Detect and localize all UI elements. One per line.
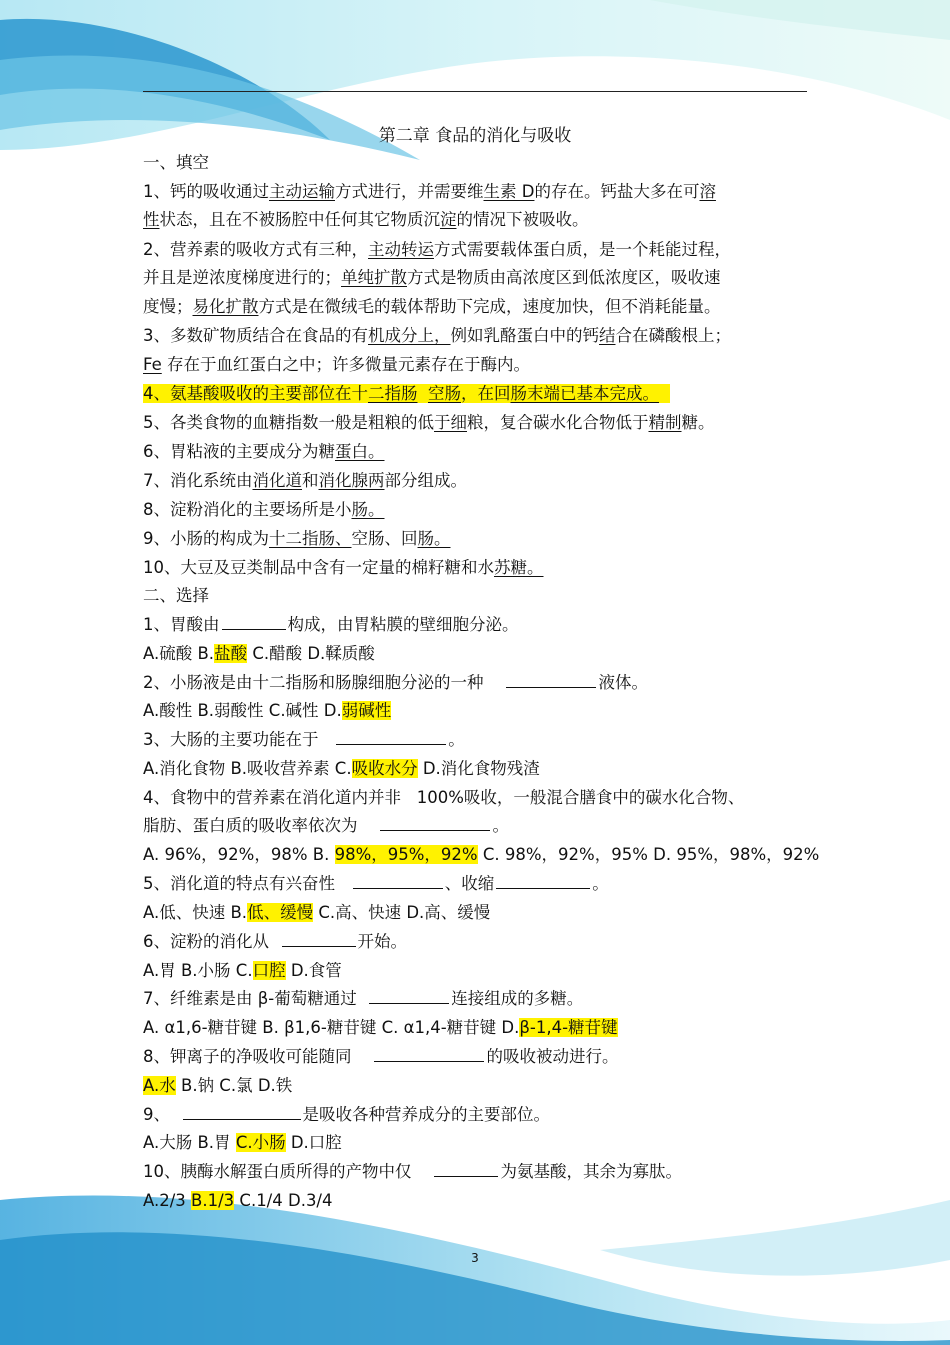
choice-q8-answer: A.水 <box>143 1076 176 1095</box>
section-heading-fill: 一、填空 <box>143 153 209 172</box>
choice-q6-options: A.胃 B.小肠 C.口腔 D.食管 <box>143 961 342 980</box>
header-rule <box>143 91 807 92</box>
choice-q7-answer: β-1,4-糖苷键 <box>519 1018 618 1037</box>
choice-q10-stem: 10、胰酶水解蛋白质所得的产物中仅 为氨基酸，其余为寡肽。 <box>143 1162 682 1181</box>
fill-q2-line3: 度慢；易化扩散方式是在微绒毛的载体帮助下完成，速度加快，但不消耗能量。 <box>143 297 721 316</box>
fill-q1-line1: 1、钙的吸收通过主动运输方式进行，并需要维生素 D的存在。钙盐大多在可溶 <box>143 182 716 201</box>
choice-q4-answer: 98%，95%，92% <box>334 845 478 864</box>
choice-q1-stem: 1、胃酸由 构成，由胃粘膜的壁细胞分泌。 <box>143 615 519 634</box>
choice-q2-answer: 弱碱性 <box>341 701 392 720</box>
choice-q6-stem: 6、淀粉的消化从 开始。 <box>143 932 407 951</box>
choice-q2-stem: 2、小肠液是由十二指肠和肠腺细胞分泌的一种 液体。 <box>143 673 648 692</box>
fill-q6: 6、胃粘液的主要成分为糖蛋白。 <box>143 442 385 461</box>
choice-q8-options: A.水 B.钠 C.氯 D.铁 <box>143 1076 293 1095</box>
choice-q3-options: A.消化食物 B.吸收营养素 C.吸收水分 D.消化食物残渣 <box>143 759 540 778</box>
choice-q7-stem: 7、纤维素是由 β-葡萄糖通过 连接组成的多糖。 <box>143 989 584 1008</box>
fill-q9: 9、小肠的构成为十二指肠、空肠、回肠。 <box>143 529 451 548</box>
choice-q7-options: A. α1,6-糖苷键 B. β1,6-糖苷键 C. α1,4-糖苷键 D.β-1,4-糖苷键 <box>143 1018 618 1037</box>
page-number: 3 <box>471 1251 479 1265</box>
choice-q9-answer: C.小肠 <box>235 1133 286 1152</box>
choice-q4-stem-line1: 4、食物中的营养素在消化道内并非 100%吸收，一般混合膳食中的碳水化合物、 <box>143 788 745 807</box>
choice-q5-options: A.低、快速 B.低、缓慢 C.高、快速 D.高、缓慢 <box>143 903 491 922</box>
choice-q4-options: A. 96%，92%，98% B. 98%，95%，92% C. 98%，92%，95% D. 95%，98%，92% <box>143 845 820 864</box>
choice-q5-answer: 低、缓慢 <box>247 903 314 922</box>
choice-q1-answer: 盐酸 <box>214 644 248 663</box>
chapter-title: 第二章 食品的消化与吸收 <box>378 126 572 146</box>
fill-q1-line2: 性状态，且在不被肠腔中任何其它物质沉淀的情况下被吸收。 <box>143 210 589 229</box>
fill-q5: 5、各类食物的血糖指数一般是粗粮的低于细粮，复合碳水化合物低于精制糖。 <box>143 413 715 432</box>
fill-q2-line2: 并且是逆浓度梯度进行的；单纯扩散方式是物质由高浓度区到低浓度区，吸收速 <box>143 268 721 287</box>
fill-q8: 8、淀粉消化的主要场所是小肠。 <box>143 500 385 519</box>
choice-q3-stem: 3、大肠的主要功能在于 。 <box>143 730 465 749</box>
section-heading-choice: 二、选择 <box>143 586 209 605</box>
fill-q2-line1: 2、营养素的吸收方式有三种，主动转运方式需要载体蛋白质，是一个耗能过程， <box>143 240 731 259</box>
choice-q1-options: A.硫酸 B.盐酸 C.醋酸 D.鞣质酸 <box>143 644 375 663</box>
fill-q3-line1: 3、多数矿物质结合在食品的有机成分上，例如乳酪蛋白中的钙结合在磷酸根上； <box>143 326 731 345</box>
choice-q10-options: A.2/3 B.1/3 C.1/4 D.3/4 <box>143 1191 333 1210</box>
fill-q10: 10、大豆及豆类制品中含有一定量的棉籽糖和水苏糖。 <box>143 558 544 577</box>
choice-q3-answer: 吸收水分 <box>351 759 418 778</box>
choice-q9-stem: 9、 是吸收各种营养成分的主要部位。 <box>143 1105 550 1124</box>
fill-q7: 7、消化系统由消化道和消化腺两部分组成。 <box>143 471 467 490</box>
fill-q4: 4、氨基酸吸收的主要部位在十二指肠 空肠，在回肠末端已基本完成。 <box>143 383 670 405</box>
choice-q8-stem: 8、钾离子的净吸收可能随同 的吸收被动进行。 <box>143 1047 619 1066</box>
choice-q6-answer: 口腔 <box>252 961 286 980</box>
choice-q2-options: A.酸性 B.弱酸性 C.碱性 D.弱碱性 <box>143 701 392 720</box>
choice-q10-answer: B.1/3 <box>191 1191 235 1210</box>
choice-q5-stem: 5、消化道的特点有兴奋性 、收缩 。 <box>143 874 609 893</box>
choice-q4-stem-line2: 脂肪、蛋白质的吸收率依次为 。 <box>143 816 509 835</box>
choice-q9-options: A.大肠 B.胃 C.小肠 D.口腔 <box>143 1133 342 1152</box>
fill-q3-line2: Fe 存在于血红蛋白之中；许多微量元素存在于酶内。 <box>143 355 530 374</box>
